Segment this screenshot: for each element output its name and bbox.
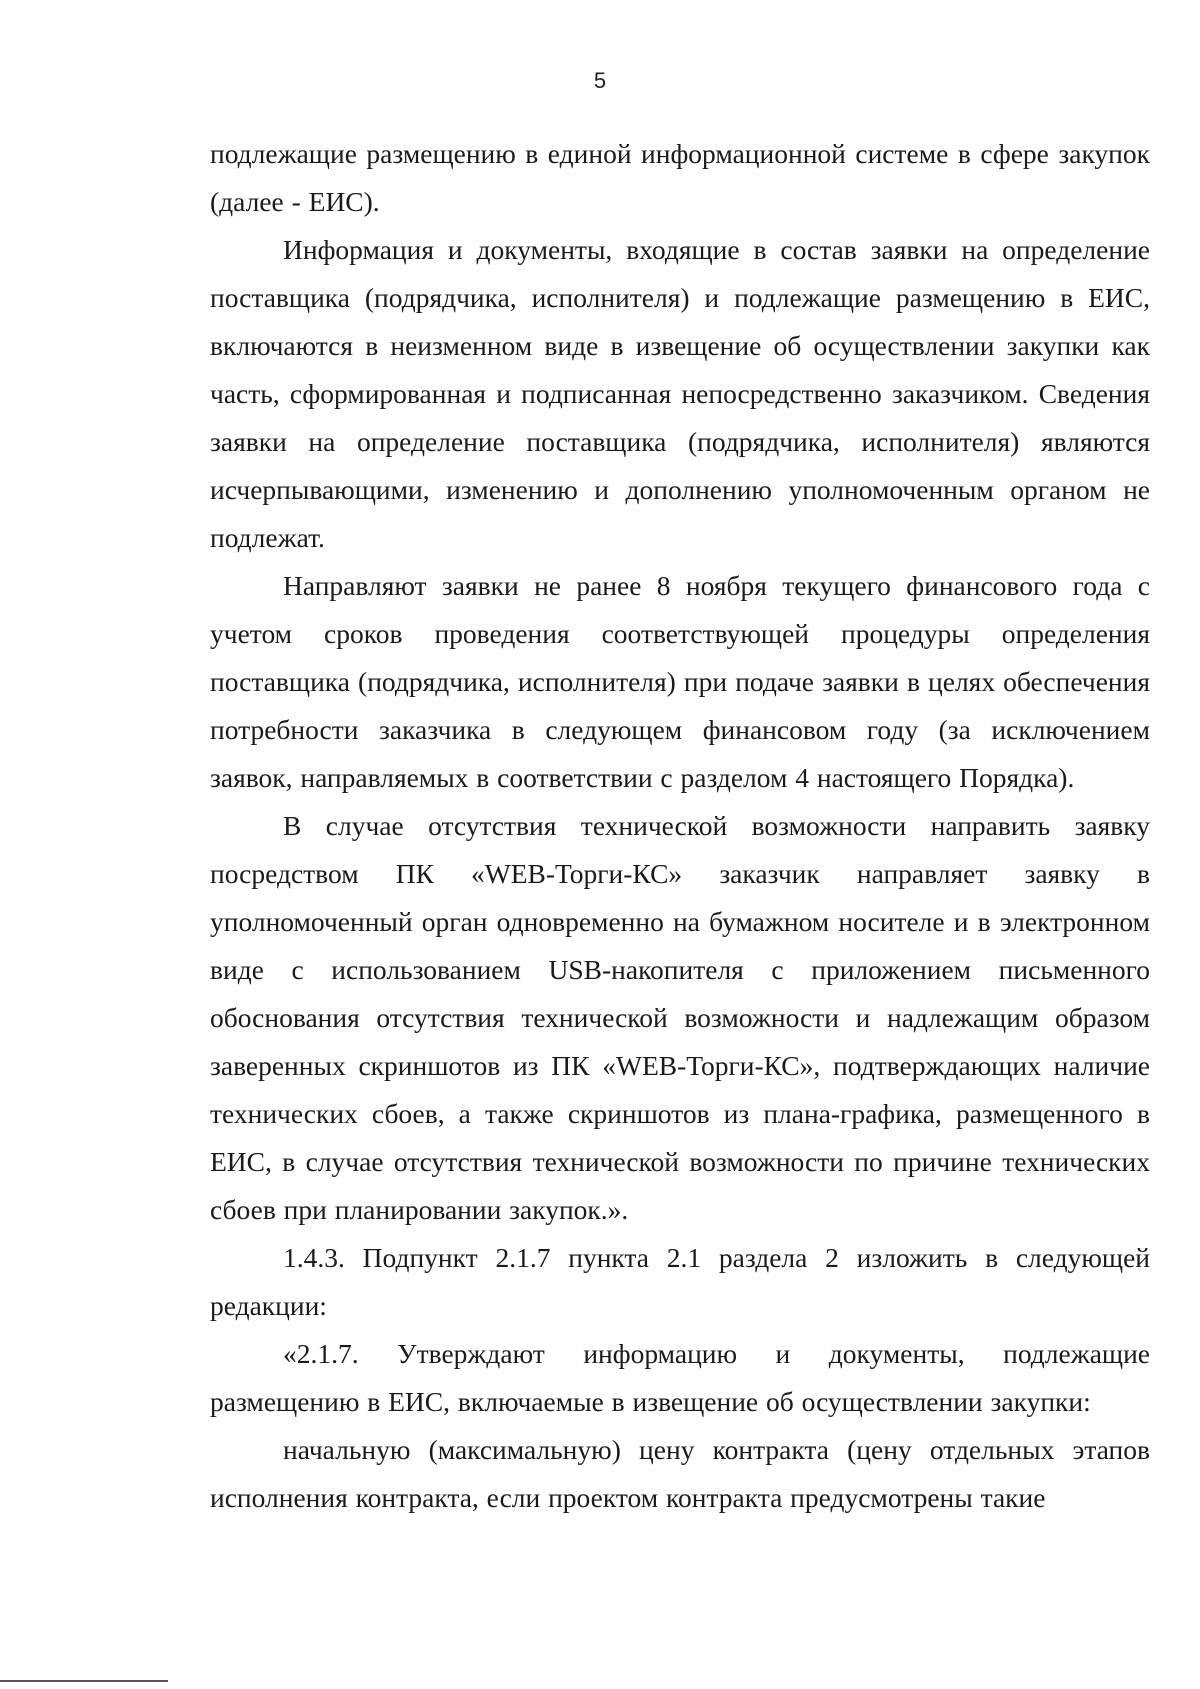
document-body: [210, 130, 1150, 1522]
paragraph-5: 1.4.3. Подпункт 2.1.7 пункта 2.1 раздела 2 изложить в следующей редакции:: [210, 1242, 1150, 1321]
paragraph-6: «2.1.7. Утверждают информацию и документы, подлежащие размещению в ЕИС, включаемые в извещение об осуществлении закупки:: [210, 1338, 1150, 1417]
paragraph-4: В случае отсутствия технической возможности направить заявку посредством ПК «WEB-Торги-КС» заказчик направляет заявку в уполномоченный орган одновременно на бумажном носителе и в электронном виде с использованием USB-накопителя с приложением письменного обоснования отсутствия технической возможности и надлежащим образом заверенных скриншотов из ПК «WEB-Торги-КС», подтверждающих наличие технических сбоев, а также скриншотов из плана-графика, размещенного в ЕИС, в случае отсутствия технической возможности по причине технических сбоев при планировании закупок.».: [210, 810, 1150, 1225]
page-number: 5: [593, 68, 607, 93]
footer-rule: [0, 1680, 168, 1682]
paragraph-2: Информация и документы, входящие в состав заявки на определение поставщика (подрядчика, исполнителя) и подлежащие размещению в ЕИС, включаются в неизменном виде в извещение об осуществлении закупки как часть, сформированная и подписанная непосредственно заказчиком. Сведения заявки на определение поставщика (подрядчика, исполнителя) являются исчерпывающими, изменению и дополнению уполномоченным органом не подлежат.: [210, 234, 1150, 553]
paragraph-7: начальную (максимальную) цену контракта (цену отдельных этапов исполнения контракта, если проектом контракта предусмотрены такие: [210, 1434, 1150, 1513]
paragraph-1: подлежащие размещению в единой информационной системе в сфере закупок (далее - ЕИС).: [210, 138, 1150, 217]
paragraph-3: Направляют заявки не ранее 8 ноября текущего финансового года с учетом сроков проведения соответствующей процедуры определения поставщика (подрядчика, исполнителя) при подаче заявки в целях обеспечения потребности заказчика в следующем финансовом году (за исключением заявок, направляемых в соответствии с разделом 4 настоящего Порядка).: [210, 570, 1150, 793]
